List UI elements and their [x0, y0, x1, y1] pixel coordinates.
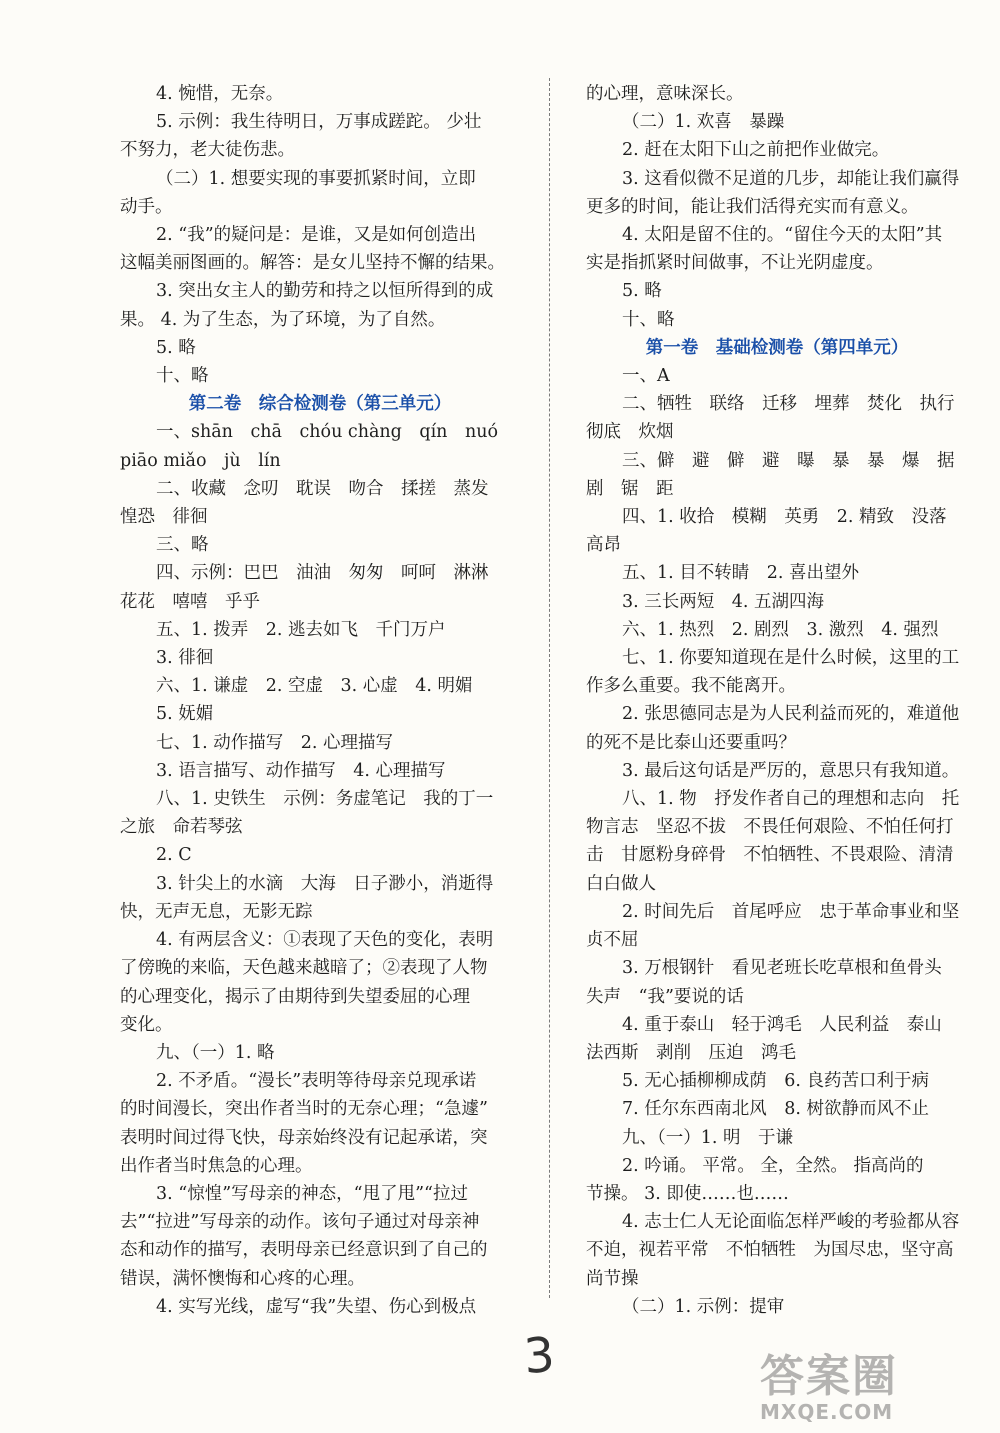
- answer-line: 六、1. 谦虚 2. 空虚 3. 心虚 4. 明媚: [156, 676, 473, 697]
- answer-line: 高昂: [586, 535, 621, 556]
- answer-line: 的时间漫长，突出作者当时的无奈心理；“急遽”: [120, 1099, 488, 1120]
- answer-line: 三、僻 避 僻 避 曝 暴 暴 爆 据: [622, 450, 955, 471]
- right-column: [586, 80, 968, 1321]
- answer-line: piāo miǎo jù lín: [120, 450, 281, 471]
- answer-line: 作多么重要。我不能离开。: [586, 676, 796, 697]
- answer-line: 3. 最后这句话是严厉的，意思只有我知道。: [622, 760, 960, 781]
- answer-line: 法西斯 剥削 压迫 鸿毛: [586, 1042, 796, 1063]
- answer-line: 八、1. 物 抒发作者自己的理想和志向 托: [622, 789, 960, 810]
- answer-line: 3. 徘徊: [156, 648, 214, 669]
- column-divider: [549, 78, 550, 1298]
- answer-line: 错误，满怀懊悔和心疼的心理。: [120, 1268, 365, 1289]
- answer-line: 六、1. 热烈 2. 剧烈 3. 激烈 4. 强烈: [622, 619, 939, 640]
- answer-line: 节操。 3. 即使……也……: [586, 1183, 789, 1204]
- answer-line: 快，无声无息，无影无踪: [120, 901, 313, 922]
- answer-line: 不迫，视若平常 不怕牺牲 为国尽忠，坚守高: [586, 1240, 954, 1261]
- answer-line: 击 甘愿粉身碎骨 不怕牺牲、不畏艰险、清清: [586, 845, 954, 866]
- answer-line: 7. 任尔东西南北风 8. 树欲静而风不止: [622, 1099, 930, 1120]
- answer-line: 4. 志士仁人无论面临怎样严峻的考验都从容: [622, 1212, 960, 1233]
- answer-line: 果。 4. 为了生态，为了环境，为了自然。: [120, 309, 446, 330]
- answer-line: 四、示例：巴巴 油油 匆匆 呵呵 淋淋: [156, 563, 489, 584]
- answer-line: （二）1. 想要实现的事要抓紧时间，立即: [156, 168, 476, 189]
- answer-line: 白白做人: [586, 873, 656, 894]
- answer-line: 的死不是比泰山还要重吗？: [586, 732, 796, 753]
- answer-line: 变化。: [120, 1014, 173, 1035]
- answer-line: 了傍晚的来临，天色越来越暗了；②表现了人物: [120, 958, 488, 979]
- answer-line: 4. 惋惜，无奈。: [156, 84, 284, 104]
- answer-line: 3. 这看似微不足道的几步，却能让我们赢得: [622, 168, 960, 189]
- answer-line: 不努力，老大徒伤悲。: [120, 140, 295, 161]
- section-heading: 第二卷 综合检测卷（第三单元）: [188, 394, 452, 415]
- answer-line: 2. C: [156, 845, 192, 866]
- answer-line: 4. 有两层含义：①表现了天色的变化，表明: [156, 930, 494, 951]
- watermark-logo: [760, 1340, 980, 1424]
- answer-line: 3. “惊惶”写母亲的神态，“甩了甩”“拉过: [156, 1183, 468, 1204]
- answer-line: 4. 重于泰山 轻于鸿毛 人民利益 泰山: [622, 1014, 942, 1035]
- answer-line: 5. 妩媚: [156, 704, 214, 725]
- answer-line: 5. 示例：我生待明日，万事成蹉跎。 少壮: [156, 112, 482, 133]
- answer-line: 实是指抓紧时间做事，不让光阴虚度。: [586, 253, 884, 274]
- answer-line: 动手。: [120, 196, 173, 217]
- left-column: [120, 80, 520, 1321]
- answer-line: 四、1. 收拾 模糊 英勇 2. 精致 没落: [622, 507, 947, 528]
- answer-line: 5. 略: [622, 281, 662, 302]
- answer-line: 物言志 坚忍不拔 不畏任何艰险、不怕任何打: [586, 817, 954, 838]
- answer-line: 4. 太阳是留不住的。“留住今天的太阳”其: [622, 225, 943, 246]
- answer-line: 八、1. 史铁生 示例：务虚笔记 我的丁一: [156, 789, 494, 810]
- answer-line: 二、牺牲 联络 迁移 埋葬 焚化 执行: [622, 394, 955, 415]
- answer-line: 一、A: [622, 366, 670, 387]
- answer-line: 2. “我”的疑问是：是谁，又是如何创造出: [156, 225, 477, 246]
- answer-line: 失声 “我”要说的话: [586, 986, 744, 1007]
- answer-line: 花花 嘻嘻 乎乎: [120, 591, 260, 612]
- answer-line: 态和动作的描写，表明母亲已经意识到了自己的: [120, 1240, 488, 1261]
- answer-line: 贞不屈: [586, 930, 639, 951]
- answer-line: 2. 时间先后 首尾呼应 忠于革命事业和坚: [622, 901, 960, 922]
- answer-line: 3. 三长两短 4. 五湖四海: [622, 591, 825, 612]
- answer-line: 的心理变化，揭示了由期待到失望委屈的心理: [120, 986, 470, 1007]
- answer-line: 三、略: [156, 535, 209, 556]
- answer-line: 九、（一）1. 明 于谦: [622, 1127, 794, 1148]
- answer-line: 的心理，意味深长。: [586, 84, 744, 104]
- answer-line: 五、1. 拨弄 2. 逃去如飞 千门万户: [156, 619, 446, 640]
- answer-line: 2. 张思德同志是为人民利益而死的，难道他: [622, 704, 960, 725]
- answer-line: 5. 略: [156, 337, 196, 358]
- answer-line: 七、1. 你要知道现在是什么时候，这里的工: [622, 648, 960, 669]
- answer-line: 尚节操: [586, 1268, 639, 1289]
- answer-line: 2. 吟诵。 平常。 全，全然。 指高尚的: [622, 1155, 924, 1176]
- answer-line: 表明时间过得飞快，母亲始终没有记起承诺，突: [120, 1127, 488, 1148]
- answer-line: 二、收藏 念叨 耽误 吻合 揉搓 蒸发: [156, 478, 489, 499]
- page-number: 3: [522, 1327, 557, 1385]
- answer-line: 十、略: [156, 366, 209, 387]
- answer-line: （二）1. 欢喜 暴躁: [622, 112, 785, 133]
- answer-line: 4. 实写光线，虚写“我”失望、伤心到极点: [156, 1296, 477, 1317]
- answer-line: 2. 赶在太阳下山之前把作业做完。: [622, 140, 890, 161]
- answer-line: 更多的时间，能让我们活得充实而有意义。: [586, 196, 919, 217]
- watermark-text: 答案圈: [760, 1351, 898, 1402]
- answer-line: 惶恐 徘徊: [120, 507, 208, 528]
- answer-line: 3. 语言描写、动作描写 4. 心理描写: [156, 760, 446, 781]
- answer-line: 出作者当时焦急的心理。: [120, 1155, 313, 1176]
- answer-line: 十、略: [622, 309, 675, 330]
- answer-line: 七、1. 动作描写 2. 心理描写: [156, 732, 394, 753]
- answer-line: 之旅 命若琴弦: [120, 817, 243, 838]
- answer-line: 一、shān chā chóu chàng qín nuó: [156, 422, 499, 443]
- answer-line: 去”“拉进”写母亲的动作。该句子通过对母亲神: [120, 1212, 480, 1233]
- answer-line: 2. 不矛盾。“漫长”表明等待母亲兑现承诺: [156, 1071, 477, 1092]
- answer-line: 3. 万根钢针 看见老班长吃草根和鱼骨头: [622, 958, 942, 979]
- answer-line: 剧 锯 距: [586, 478, 674, 499]
- watermark-url: MXQE.COM: [760, 1400, 894, 1424]
- answer-line: 五、1. 目不转睛 2. 喜出望外: [622, 563, 860, 584]
- answer-line: 3. 针尖上的水滴 大海 日子渺小，消逝得: [156, 873, 494, 894]
- answer-line: 3. 突出女主人的勤劳和持之以恒所得到的成: [156, 281, 494, 302]
- answer-line: 5. 无心插柳柳成荫 6. 良药苦口利于病: [622, 1071, 930, 1092]
- section-heading: 第一卷 基础检测卷（第四单元）: [645, 337, 909, 358]
- answer-line: 彻底 炊烟: [586, 422, 674, 443]
- answer-line: 九、（一）1. 略: [156, 1042, 275, 1063]
- answer-line: 这幅美丽图画的。解答：是女儿坚持不懈的结果。: [120, 253, 505, 274]
- answer-line: （二）1. 示例：提审: [622, 1296, 785, 1317]
